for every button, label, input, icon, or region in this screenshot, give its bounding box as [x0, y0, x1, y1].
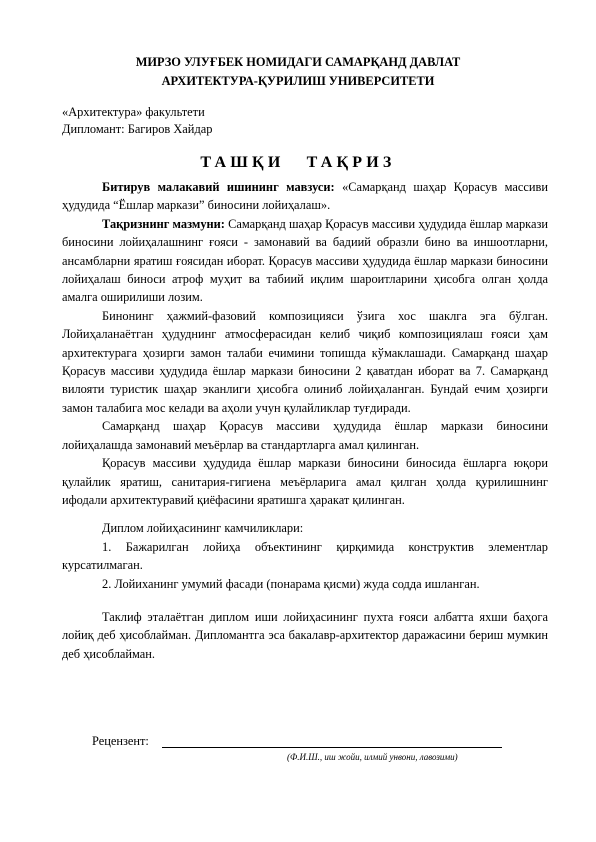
shortcoming-item: 2. Лойиханинг умумий фасади (понарама қисми) жуда содда ишланган. [102, 576, 480, 591]
faculty-text: «Архитектура» факультети [62, 105, 205, 119]
reviewer-label: Рецензент: [92, 734, 149, 748]
review-paragraph [62, 215, 548, 307]
body-paragraph: Бинонинг ҳажмий-фазовий композицияси ўзига хос шаклга эга бўлган. Лойиҳаланаётган ҳудуднинг атмосферасидан келиб чиқиб композициялаш ғояси ҳам архитектурага ҳозирги замон талаби ечимини топишда кўмаклашади. Самарқанд шаҳар Қорасув массиви ҳудудида ёшлар маркази биносини 2 қаватдан иборат ва 7. Самарқанд вилояти туристик шаҳар эканлиги ҳисобга олиниб лойиҳаланган. Бундай ечим ҳозирги замон талабига мос келади ва аҳоли учун қулайликлар туғдиради. [62, 308, 548, 415]
shortcomings-heading: Диплом лойиҳасининг камчиликлари: [102, 521, 304, 536]
signature-line [162, 747, 502, 748]
conclusion-paragraph: Таклиф эталаётган диплом иши лойиҳасининг пухта ғояси албатта яхши баҳога лойиқ деб ҳисоблайман. Дипломантга эса бакалавр-архитектор даражасини бериш мумкин деб ҳисоблайман. [62, 609, 548, 661]
topic-paragraph [62, 178, 548, 215]
topic-text: «Самарқанд шаҳар Қорасув массиви ҳудудида “Ёшлар маркази” биносини лойиҳалаш». [62, 180, 548, 213]
shortcoming-item: 1. Бажарилган лойиҳа объектининг қирқимида конструктив элементлар курсатилмаган. [62, 539, 548, 573]
review-text: Самарқанд шаҳар Қорасув массиви ҳудудида ёшлар маркази биносини лойиҳалашнинг ғояси - замонавий ва бадиий образли бино ва иншоотларни, ансамбларни яратиш ғоясидан иборат. Қорасув массиви ҳудудида ёшлар маркази биносини лойиҳалаш биноси атроф муҳит ва табиий иқлим шароитларини ҳисобга олган ҳолда амалга оширилиши лозим. [62, 216, 548, 305]
header-line-1: МИРЗО УЛУҒБЕК НОМИДАГИ САМАРҚАНД ДАВЛАТ [135, 55, 461, 69]
review-label: Тақризнинг мазмуни: [102, 216, 225, 231]
topic-label: Битирув малакавий ишининг мавзуси: [102, 180, 335, 194]
meta-block [62, 104, 212, 138]
document-title: ТАШҚИ ТАҚРИЗ [200, 154, 396, 171]
body-paragraph: Самарқанд шаҳар Қорасув массиви ҳудудида ёшлар маркази биносини лойиҳалашда замонавий меъёрлар ва стандартларга амал қилинган. [62, 419, 548, 452]
review-body [62, 178, 548, 663]
university-header [60, 53, 536, 91]
header-line-2: АРХИТЕКТУРА-ҚУРИЛИШ УНИВЕРСИТЕТИ [161, 74, 435, 88]
diplomant-text: Дипломант: Багиров Хайдар [62, 122, 213, 136]
body-paragraph: Қорасув массиви ҳудудида ёшлар маркази биноcини биносида ёшларга юқори қулайлик яратиш, санитария-гигиена меъёрларига амал қилган ҳолда қурилишнинг ифодали архитектуравий қиёфасини яратишга ҳаракат қилинган. [62, 456, 548, 507]
signature-hint: (Ф.И.Ш., иш жойи, илмий унвони, лавозими) [287, 752, 458, 762]
